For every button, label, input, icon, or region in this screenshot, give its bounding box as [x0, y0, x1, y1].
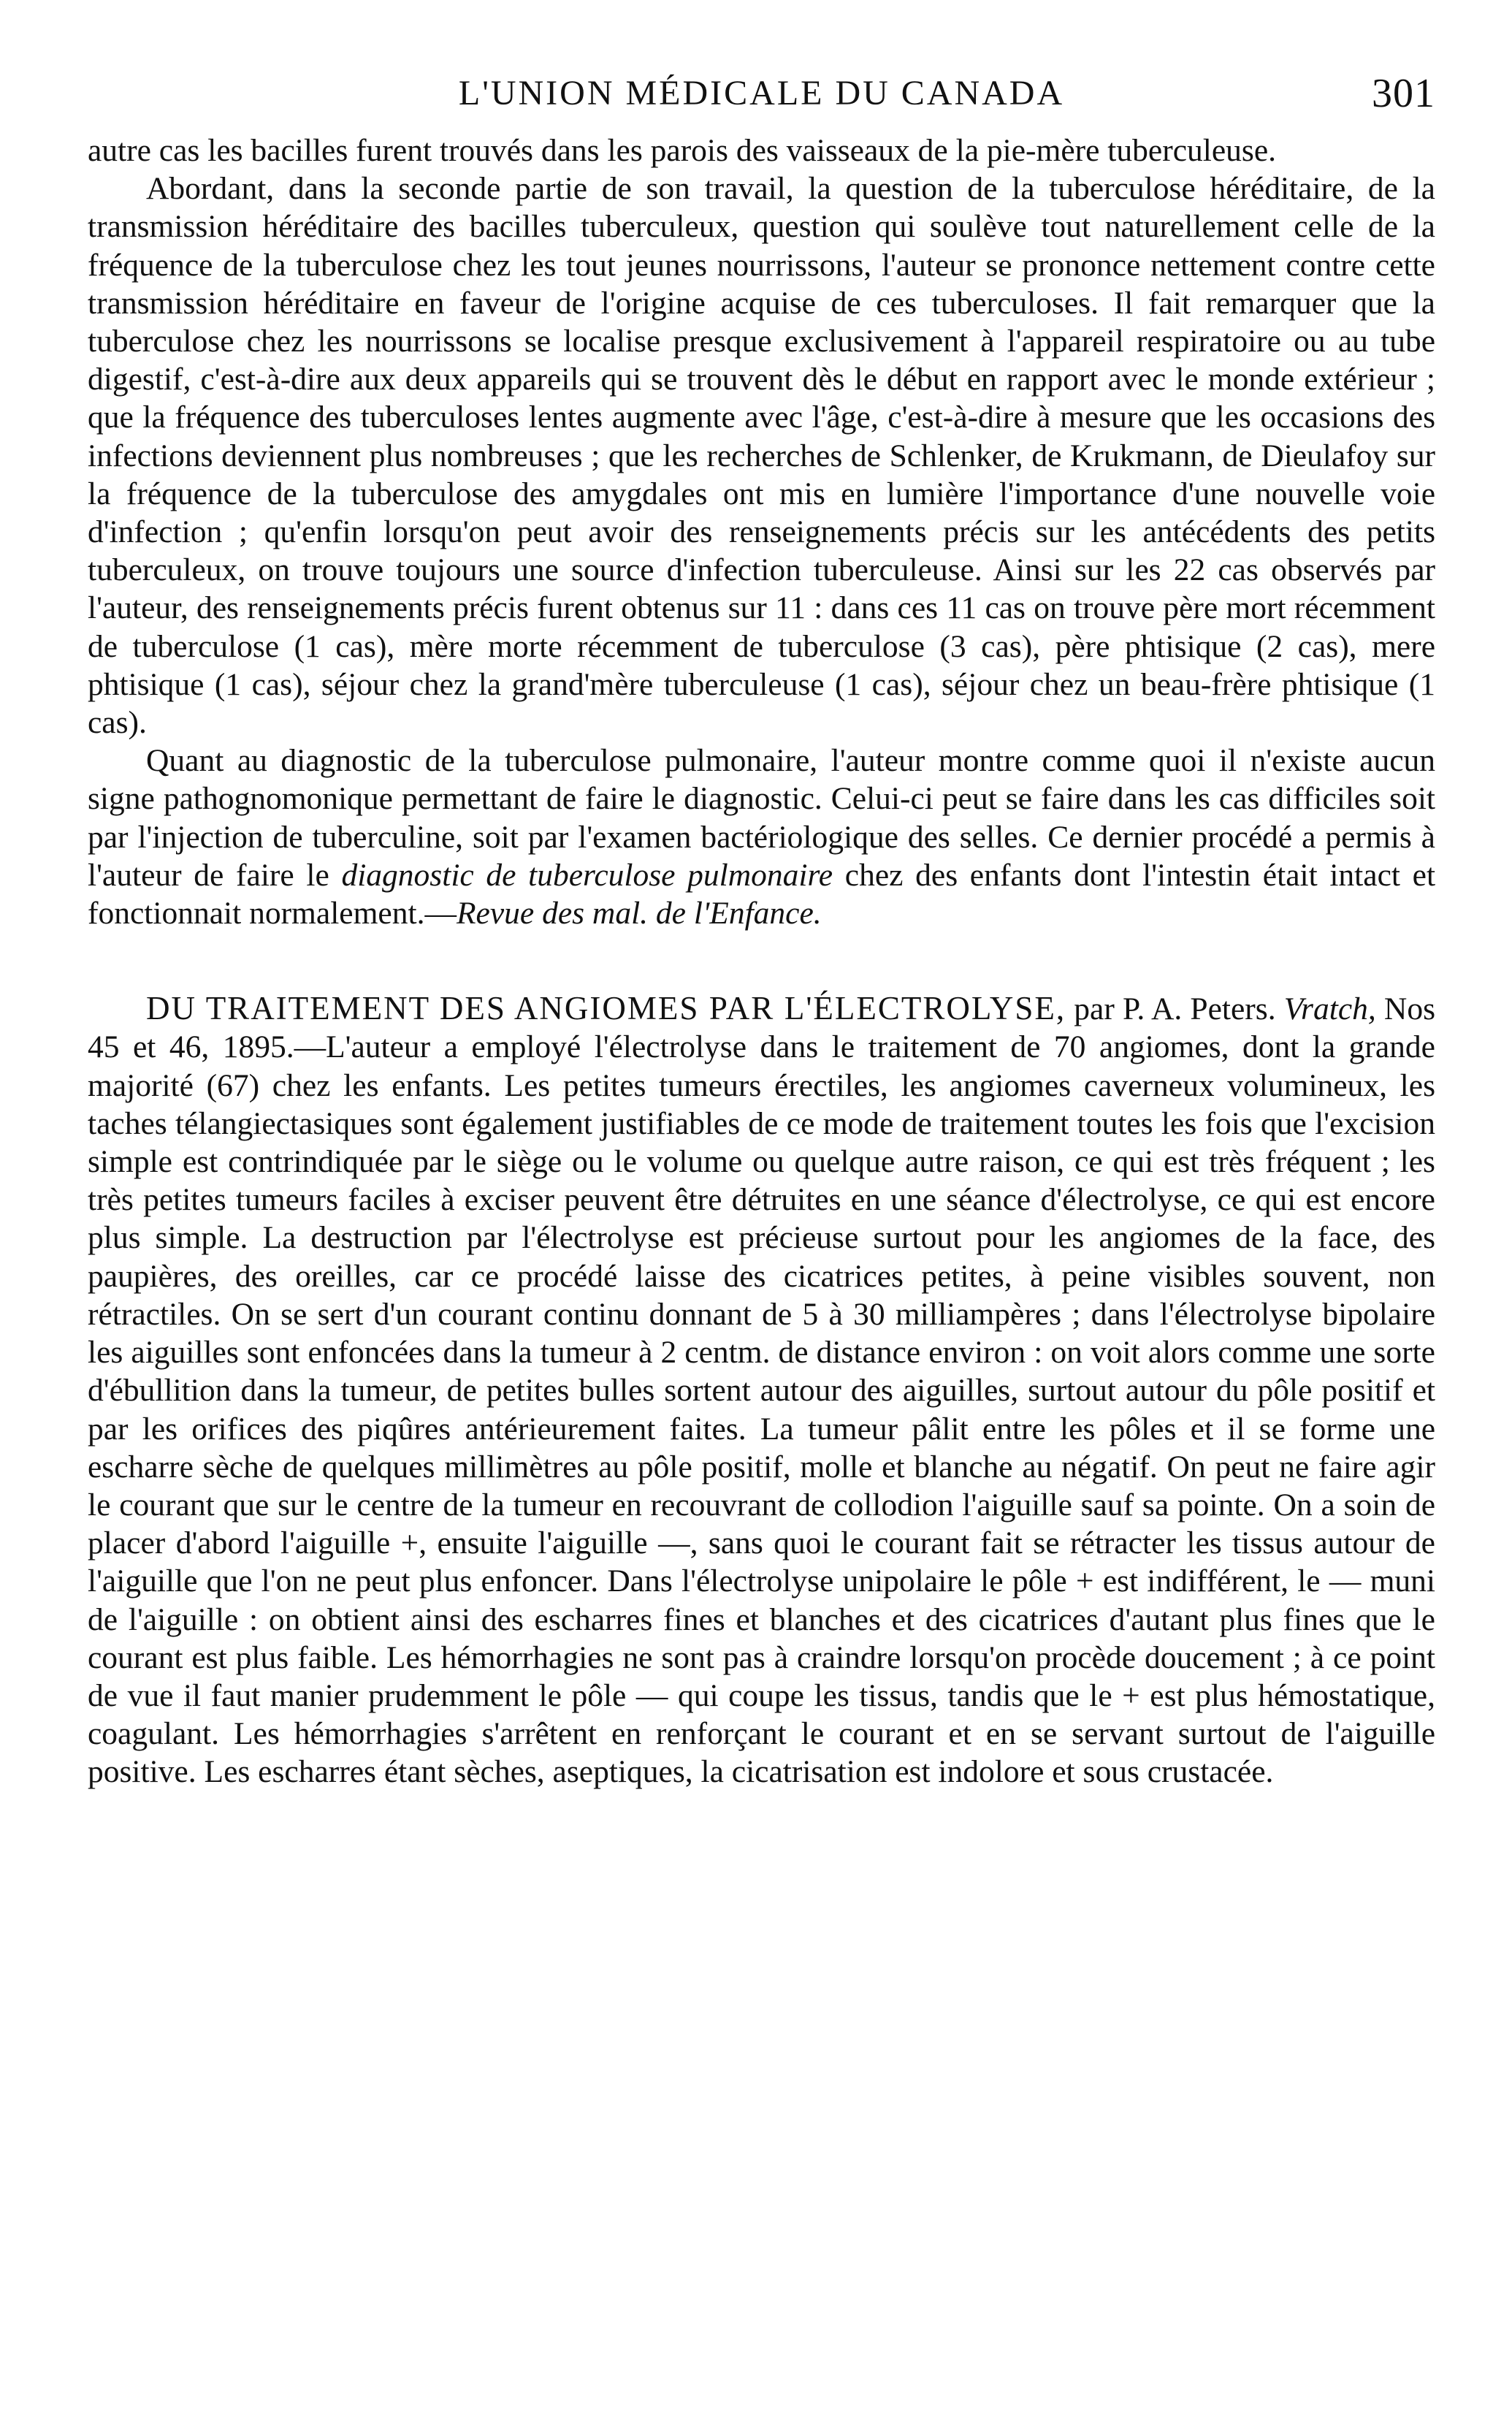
journal-source: Vratch, [1283, 991, 1376, 1027]
journal-title: L'UNION MÉDICALE DU CANADA [458, 74, 1065, 113]
page-number: 301 [1372, 71, 1435, 116]
article-tuberculose [88, 132, 1435, 932]
article-body: Nos 45 et 46, 1895.—L'auteur a employé l'électrolyse dans le traitement de 70 angiomes, dont la grande majorité (67) chez les enfants. Les petites tumeurs érectiles, les angiomes caverneux volumineux, les taches télangiectasiques sont également justifiables de ce mode de traitement toutes les fois que l'excision simple est contrindiquée par le siège ou le volume ou quelque autre raison, ce qui est très fréquent ; les très petites tumeurs faciles à exciser peuvent être détruites en une séance d'électrolyse, ce qui est encore plus simple. La destruction par l'électrolyse est précieuse surtout pour les angiomes de la face, des paupières, des oreilles, car ce procédé laisse des cicatrices petites, à peine visibles souvent, non rétractiles. On se sert d'un courant continu donnant de 5 à 30 milliampères ; dans l'électrolyse bipolaire les aiguilles sont enfoncées dans la tumeur à 2 centm. de distance environ : on voit alors comme une sorte d'ébullition dans la tumeur, de petites bulles sortent autour des aiguilles, surtout autour du pôle positif et par les orifices des piqûres antérieurement faites. La tumeur pâlit entre les pôles et il se forme une escharre sèche de quelques millimètres au pôle positif, molle et blanche au négatif. On peut ne faire agir le courant que sur le centre de la tumeur en recouvrant de collodion l'aiguille sauf sa pointe. On a soin de placer d'abord l'aiguille +, ensuite l'aiguille —, sans quoi le courant fait se rétracter les tissus autour de l'aiguille que l'on ne peut plus enfoncer. Dans l'électrolyse unipolaire le pôle + est indifférent, le — muni de l'aiguille : on obtient ainsi des escharres fines et blanches et des cicatrices d'autant plus fines que le courant est plus faible. Les hémorrhagies ne sont pas à craindre lorsqu'on procède doucement ; à ce point de vue il faut manier prudemment le pôle — qui coupe les tissus, tandis que le + est plus hémostatique, coagulant. Les hémorrhagies s'arrêtent en renforçant le courant et en se servant surtout de l'aiguille positive. Les escharres étant sèches, aseptiques, la cicatrisation est indolore et sous crustacée. [88, 991, 1435, 1790]
page [88, 73, 1435, 1823]
diagnostic-text-end: chez des enfants dont l'intestin était intact et fonctionnait normalement.— [88, 857, 1436, 931]
diagnostic-italic: diagnostic de tuberculose pulmonaire [341, 857, 833, 893]
paragraph-diagnostic [88, 742, 1435, 932]
paragraph-continued: autre cas les bacilles furent trouvés dans les parois des vaisseaux de la pie-mère tuberculeuse. [88, 133, 1277, 168]
paragraph-heredite: Abordant, dans la seconde partie de son travail, la question de la tuberculose héréditaire, de la transmission héréditaire des bacilles tuberculeux, question qui soulève tout naturellement celle de la fréquence de la tuberculose chez les tout jeunes nourrissons, l'auteur se prononce nettement contre cette transmission héréditaire en faveur de l'origine acquise de ces tuberculoses. Il fait remarquer que la tuberculose chez les nourrissons se localise presque exclusivement à l'appareil respiratoire ou au tube digestif, c'est-à-dire aux deux appareils qui se trouvent dès le début en rapport avec le monde extérieur ; que la fréquence des tuberculoses lentes augmente avec l'âge, c'est-à-dire à mesure que les occasions des infections deviennent plus nombreuses ; que les recherches de Schlenker, de Krukmann, de Dieulafoy sur la fréquence de la tuberculose des amygdales ont mis en lumière l'importance d'une nouvelle voie d'infection ; qu'enfin lorsqu'on peut avoir des renseignements précis sur les antécédents des petits tuberculeux, on trouve toujours une source d'infection tuberculeuse. Ainsi sur les 22 cas observés par l'auteur, des renseignements précis furent obtenus sur 11 : dans ces 11 cas on trouve père mort récemment de tuberculose (1 cas), mère morte récemment de tuberculose (3 cas), père phtisique (2 cas), mere phtisique (1 cas), séjour chez la grand'mère tuberculeuse (1 cas), séjour chez un beau-frère phtisique (1 cas). [88, 171, 1435, 741]
article-heading-paragraph [88, 989, 1435, 1791]
article-angiomes [88, 989, 1435, 1791]
article-byline: par P. A. Peters. [1074, 991, 1276, 1027]
diagnostic-text: Quant au diagnostic de la tuberculose pulmonaire, l'auteur montre comme quoi il n'existe aucun signe pathognomonique permettant de faire le diagnostic. Celui-ci peut se faire dans les cas difficiles soit par l'injection de tuberculine, soit par l'examen bactériologique des selles. Ce dernier procédé a permis à l'auteur de faire le [88, 743, 1435, 893]
source-citation: Revue des mal. de l'Enfance. [456, 896, 822, 931]
running-header [88, 73, 1435, 132]
article-heading: DU TRAITEMENT DES ANGIOMES PAR L'ÉLECTROLYSE, [146, 990, 1066, 1027]
